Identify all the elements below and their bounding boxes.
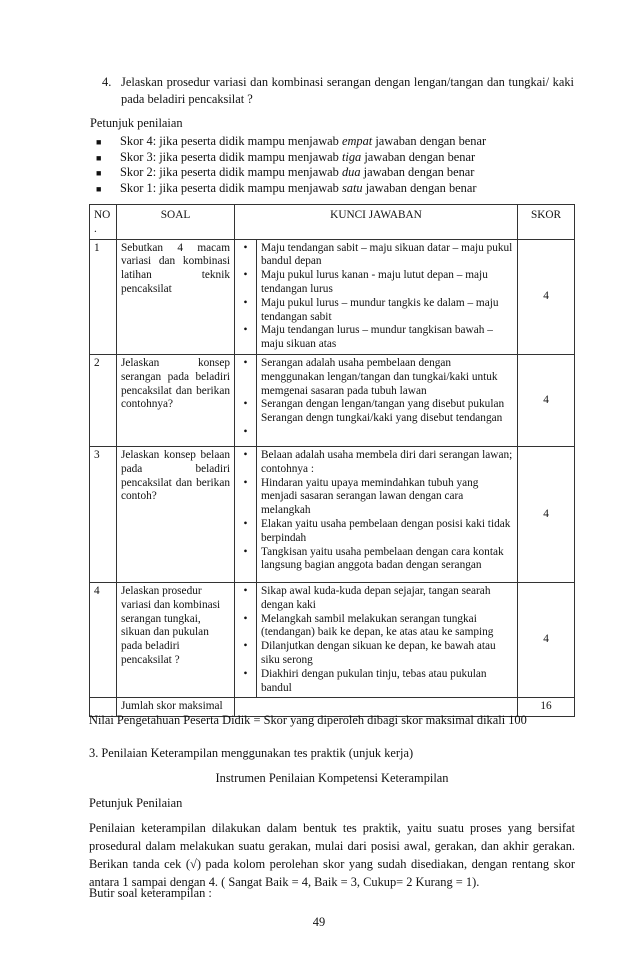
square-bullet-icon: ■ (96, 137, 102, 147)
bullet-icon: • (243, 425, 248, 438)
header-no: NO . (90, 205, 117, 240)
square-bullet-icon: ■ (96, 183, 102, 194)
bullet-icon: • (243, 241, 248, 254)
rubric-item: ■ Skor 4: jika peserta didik mampu menjawab empat jawaban dengan benar (96, 134, 486, 150)
kunci-item: Serangan dengan lengan/tangan yang disebut pukulan (261, 398, 505, 411)
rubric-list (96, 134, 486, 196)
bullet-icon: • (243, 584, 248, 597)
row-skor: 4 (518, 582, 575, 697)
row-skor: 4 (518, 239, 575, 354)
row-soal: Jelaskan konsep serangan pada beladiri pencaksilat dan berikan contohnya? (117, 354, 235, 446)
bullet-icon: • (243, 667, 248, 680)
row-skor: 4 (518, 354, 575, 446)
bullet-icon: • (243, 517, 248, 530)
row-no: 4 (90, 582, 117, 697)
question-4 (104, 74, 574, 108)
kunci-item: Maju tendangan lurus – mundur tangkisan bawah – maju sikuan atas (261, 324, 493, 351)
kunci-item: Diakhiri dengan pukulan tinju, tebas atau pukulan bandul (261, 667, 487, 694)
kunci-item: Dilanjutkan dengan sikuan ke depan, ke bawah atau siku serong (261, 640, 496, 666)
kunci-item: Hindaran yaitu upaya memindahkan tubuh yang menjadi sasaran serangan lawan dengan cara melangkah (261, 476, 479, 517)
row-soal: Sebutkan 4 macam variasi dan kombinasi latihan teknik pencaksilat (117, 239, 235, 354)
bullet-icon: • (243, 269, 248, 282)
table-row (90, 239, 575, 354)
section-3-heading: 3. Penilaian Keterampilan menggunakan tes praktik (unjuk kerja) (89, 746, 414, 760)
instrumen-title: Instrumen Penilaian Kompetensi Keterampilan (215, 771, 449, 785)
kunci-item: Serangan dengn tungkai/kaki yang disebut tendangan (261, 412, 503, 425)
header-kunci: KUNCI JAWABAN (235, 205, 518, 240)
bullet-column (235, 582, 257, 697)
bullet-column (235, 239, 257, 354)
total-value: 16 (518, 698, 575, 717)
square-bullet-icon: ■ (96, 152, 102, 163)
kunci-item: Melangkah sambil melakukan serangan tungkai (tendangan) baik ke depan, ke atas atau ke samping (261, 612, 494, 639)
row-skor: 4 (518, 446, 575, 582)
bullet-icon: • (243, 356, 248, 369)
nilai-formula: Nilai Pengetahuan Peserta Didik = Skor yang diperoleh dibagi skor maksimal dikali 100 (89, 713, 527, 727)
row-soal: Jelaskan prosedur variasi dan kombinasi serangan tungkai, sikuan dan pukulan pada beladiri pencaksilat ? (117, 582, 235, 697)
bullet-icon: • (243, 398, 248, 411)
table-header-row (90, 205, 575, 240)
bullet-icon: • (243, 296, 248, 309)
row-kunci (257, 354, 518, 446)
kunci-item: Maju tendangan sabit – maju sikuan datar – maju pukul bandul depan (261, 241, 513, 268)
kunci-item: Tangkisan yaitu usaha pembelaan dengan cara kontak langsung bagian anggota badan dengan serangan (261, 545, 504, 572)
kunci-item: Serangan adalah usaha pembelaan dengan menggunakan lengan/tangan dan tungkai/kaki untuk memgenai sasaran pada tubuh lawan (261, 356, 498, 397)
total-label: Jumlah skor maksimal (117, 698, 235, 717)
kunci-item: Maju pukul lurus – mundur tangkis ke dalam – maju tendangan sabit (261, 296, 499, 323)
butir-soal-heading: Butir soal keterampilan : (89, 886, 212, 900)
kunci-item: Maju pukul lurus kanan - maju lutut depan – maju tendangan lurus (261, 269, 488, 295)
rubric-item: ■ Skor 2: jika peserta didik mampu menjawab dua jawaban dengan benar (96, 165, 486, 181)
bullet-column (235, 354, 257, 446)
question-number: 4. (102, 75, 112, 89)
bullet-icon: • (243, 476, 248, 489)
bullet-icon: • (243, 324, 248, 337)
row-soal: Jelaskan konsep belaan pada beladiri pencaksilat dan berikan contoh? (117, 446, 235, 582)
question-text: Jelaskan prosedur variasi dan kombinasi serangan dengan lengan/tangan dan tungkai/ kaki pada beladiri pencaksilat ? (121, 75, 574, 106)
page-number: 49 (312, 915, 326, 929)
rubric-item: ■ Skor 3: jika peserta didik mampu menjawab tiga jawaban dengan benar (96, 150, 486, 166)
keterampilan-paragraph: Penilaian keterampilan dilakukan dalam bentuk tes praktik, yaitu suatu proses yang bersifat prosedural dalam melakukan suatu gerakan, mulai dari posisi awal, gerakan, dan akhir gerakan. Berikan tanda cek (√) pada kolom perolehan skor yang sudah disediakan, dengan rentang skor antara 1 sampai dengan 4. ( Sangat Baik = 4, Baik = 3, Cukup= 2 Kurang = 1). (89, 821, 575, 889)
bullet-icon: • (243, 612, 248, 625)
kunci-item: Sikap awal kuda-kuda depan sejajar, tangan searah dengan kaki (261, 584, 491, 611)
bullet-icon: • (243, 545, 248, 558)
header-skor: SKOR (518, 205, 575, 240)
square-bullet-icon: ■ (96, 168, 102, 178)
bullet-column (235, 446, 257, 582)
row-no: 3 (90, 446, 117, 582)
petunjuk-penilaian-title: Petunjuk penilaian (90, 116, 183, 130)
row-no: 1 (90, 239, 117, 354)
answer-key-table (89, 204, 575, 717)
bullet-icon: • (243, 448, 248, 461)
petunjuk-penilaian-heading: Petunjuk Penilaian (89, 796, 183, 810)
row-no: 2 (90, 354, 117, 446)
kunci-item: Belaan adalah usaha membela diri dari serangan lawan; contohnya : (261, 448, 513, 475)
kunci-item: Elakan yaitu usaha pembelaan dengan posisi kaki tidak berpindah (261, 517, 511, 544)
table-row (90, 354, 575, 446)
table-row (90, 582, 575, 697)
header-soal: SOAL (117, 205, 235, 240)
row-kunci (257, 446, 518, 582)
row-kunci (257, 582, 518, 697)
row-kunci (257, 239, 518, 354)
rubric-item: ■ Skor 1: jika peserta didik mampu menjawab satu jawaban dengan benar (96, 181, 486, 197)
bullet-icon: • (243, 640, 248, 653)
table-row (90, 446, 575, 582)
